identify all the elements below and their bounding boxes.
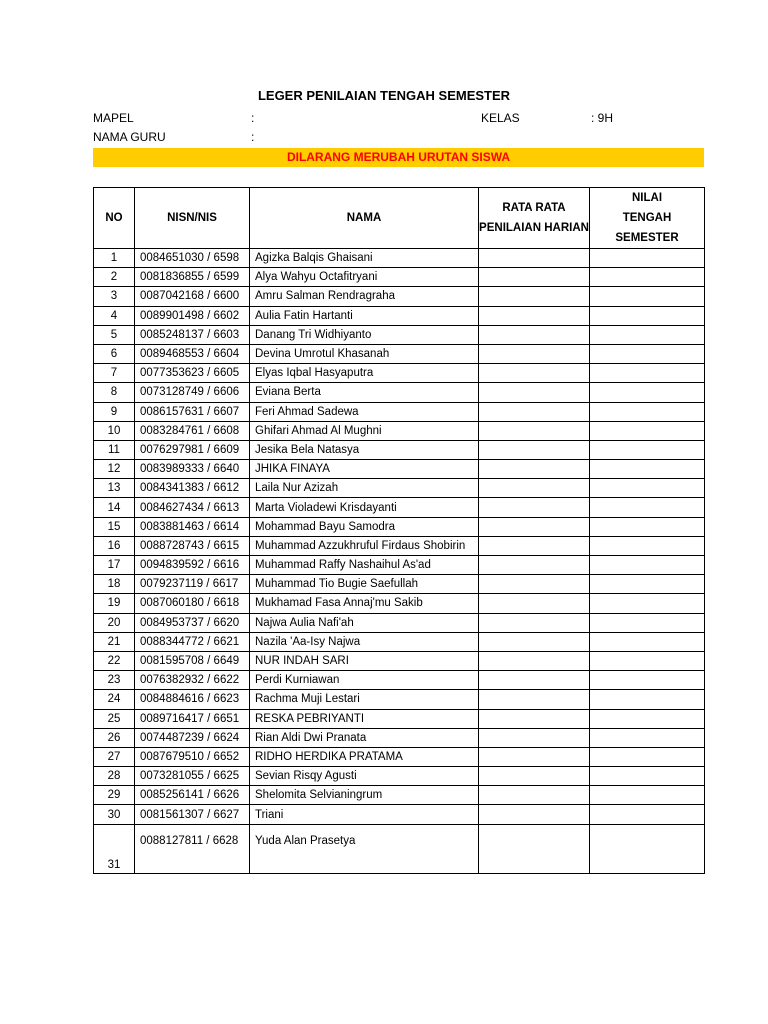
row-no: 9 [94,402,135,421]
row-rata-rata-cell [479,364,590,383]
row-nilai-cell [590,306,705,325]
header-nilai-line1: NILAI [631,192,663,204]
row-nilai-cell [590,594,705,613]
row-nilai-cell [590,517,705,536]
row-no: 31 [94,824,135,873]
row-nama: Elyas Iqbal Hasyaputra [250,364,479,383]
row-nama: Devina Umrotul Khasanah [250,344,479,363]
row-nama: Rian Aldi Dwi Pranata [250,728,479,747]
row-nilai-cell [590,575,705,594]
row-nisn: 0088127811 / 6628 [135,824,250,873]
row-nama: Triani [250,805,479,824]
row-rata-rata-cell [479,671,590,690]
row-rata-rata-cell [479,767,590,786]
row-nisn: 0079237119 / 6617 [135,575,250,594]
row-rata-rata-cell [479,421,590,440]
row-nama: Sevian Risqy Agusti [250,767,479,786]
table-row [94,440,705,459]
header-nisn: NISN/NIS [135,188,250,249]
row-nisn: 0085256141 / 6626 [135,786,250,805]
header-rata-line2: PENILAIAN HARIAN [479,222,589,234]
table-row [94,786,705,805]
row-rata-rata-cell [479,440,590,459]
table-row [94,824,705,873]
row-nisn: 0081561307 / 6627 [135,805,250,824]
row-nama: Najwa Aulia Nafi'ah [250,613,479,632]
table-row [94,671,705,690]
row-nilai-cell [590,747,705,766]
row-no: 10 [94,421,135,440]
row-no: 23 [94,671,135,690]
row-nilai-cell [590,805,705,824]
row-nama: Perdi Kurniawan [250,671,479,690]
row-nisn: 0087060180 / 6618 [135,594,250,613]
table-row [94,709,705,728]
row-nama: Feri Ahmad Sadewa [250,402,479,421]
row-nisn: 0084884616 / 6623 [135,690,250,709]
row-no: 22 [94,651,135,670]
row-rata-rata-cell [479,287,590,306]
mapel-label: MAPEL [93,111,134,125]
row-nilai-cell [590,728,705,747]
row-rata-rata-cell [479,306,590,325]
row-rata-rata-cell [479,728,590,747]
table-row [94,805,705,824]
row-nisn: 0084627434 / 6613 [135,498,250,517]
row-nama: Aulia Fatin Hartanti [250,306,479,325]
table-row [94,517,705,536]
row-nilai-cell [590,671,705,690]
table-row [94,460,705,479]
row-nilai-cell [590,460,705,479]
row-rata-rata-cell [479,651,590,670]
row-nama: Muhammad Tio Bugie Saefullah [250,575,479,594]
row-rata-rata-cell [479,632,590,651]
header-rata-line1: RATA RATA [502,202,566,214]
row-nama: Laila Nur Azizah [250,479,479,498]
row-nama: Muhammad Raffy Nashaihul As'ad [250,556,479,575]
row-nilai-cell [590,824,705,873]
table-row [94,306,705,325]
row-nisn: 0084651030 / 6598 [135,249,250,268]
table-row [94,575,705,594]
table-row [94,325,705,344]
row-nisn: 0074487239 / 6624 [135,728,250,747]
row-no: 17 [94,556,135,575]
row-rata-rata-cell [479,498,590,517]
row-rata-rata-cell [479,344,590,363]
row-no: 19 [94,594,135,613]
row-nilai-cell [590,479,705,498]
row-no: 20 [94,613,135,632]
nama-guru-colon: : [251,130,255,144]
row-nilai-cell [590,344,705,363]
table-row [94,536,705,555]
row-rata-rata-cell [479,690,590,709]
row-rata-rata-cell [479,613,590,632]
row-no: 4 [94,306,135,325]
mapel-colon: : [251,111,255,125]
row-nama: Ghifari Ahmad Al Mughni [250,421,479,440]
row-no: 26 [94,728,135,747]
row-nisn: 0077353623 / 6605 [135,364,250,383]
row-no: 11 [94,440,135,459]
row-nisn: 0081836855 / 6599 [135,268,250,287]
row-nisn: 0076382932 / 6622 [135,671,250,690]
row-rata-rata-cell [479,402,590,421]
row-no: 24 [94,690,135,709]
row-nama: Muhammad Azzukhruful Firdaus Shobirin [250,536,479,555]
kelas-value: : 9H [591,111,614,125]
row-nilai-cell [590,613,705,632]
row-nilai-cell [590,767,705,786]
table-row [94,767,705,786]
row-no: 25 [94,709,135,728]
row-nilai-cell [590,364,705,383]
row-nilai-cell [590,632,705,651]
row-no: 8 [94,383,135,402]
table-row [94,690,705,709]
row-rata-rata-cell [479,536,590,555]
row-rata-rata-cell [479,594,590,613]
row-nisn: 0084953737 / 6620 [135,613,250,632]
table-row [94,594,705,613]
table-header-row [94,188,705,249]
row-nisn: 0073128749 / 6606 [135,383,250,402]
row-no: 29 [94,786,135,805]
row-rata-rata-cell [479,460,590,479]
row-no: 27 [94,747,135,766]
row-nilai-cell [590,440,705,459]
row-no: 30 [94,805,135,824]
row-no: 12 [94,460,135,479]
row-no: 15 [94,517,135,536]
kelas-label: KELAS [481,111,520,125]
row-nisn: 0094839592 / 6616 [135,556,250,575]
row-rata-rata-cell [479,805,590,824]
row-nisn: 0088728743 / 6615 [135,536,250,555]
row-rata-rata-cell [479,479,590,498]
row-nama: Yuda Alan Prasetya [250,824,479,873]
row-rata-rata-cell [479,709,590,728]
table-body [94,249,705,874]
row-no: 13 [94,479,135,498]
table-row [94,249,705,268]
table-row [94,421,705,440]
row-nisn: 0076297981 / 6609 [135,440,250,459]
table-row [94,747,705,766]
row-nama: RESKA PEBRIYANTI [250,709,479,728]
row-nilai-cell [590,536,705,555]
row-no: 28 [94,767,135,786]
row-nama: Shelomita Selvianingrum [250,786,479,805]
row-nilai-cell [590,249,705,268]
row-nama: Agizka Balqis Ghaisani [250,249,479,268]
row-no: 21 [94,632,135,651]
table-row [94,402,705,421]
table-row [94,613,705,632]
row-nama: Mukhamad Fasa Annaj'mu Sakib [250,594,479,613]
row-nama: RIDHO HERDIKA PRATAMA [250,747,479,766]
table-row [94,383,705,402]
header-nilai-line2: TENGAH SEMESTER [615,212,679,244]
row-nisn: 0089716417 / 6651 [135,709,250,728]
row-nisn: 0086157631 / 6607 [135,402,250,421]
table-row [94,287,705,306]
row-nisn: 0089901498 / 6602 [135,306,250,325]
row-rata-rata-cell [479,747,590,766]
table-row [94,268,705,287]
table-row [94,556,705,575]
row-nama: Rachma Muji Lestari [250,690,479,709]
row-nilai-cell [590,325,705,344]
row-nilai-cell [590,651,705,670]
row-nisn: 0087679510 / 6652 [135,747,250,766]
row-rata-rata-cell [479,556,590,575]
row-no: 14 [94,498,135,517]
row-nama: Alya Wahyu Octafitryani [250,268,479,287]
row-nilai-cell [590,690,705,709]
row-nama: JHIKA FINAYA [250,460,479,479]
table-row [94,364,705,383]
header-rata-rata [479,188,590,249]
warning-banner: DILARANG MERUBAH URUTAN SISWA [93,148,704,167]
nama-guru-label: NAMA GURU [93,130,166,144]
row-rata-rata-cell [479,268,590,287]
row-rata-rata-cell [479,383,590,402]
row-no: 16 [94,536,135,555]
row-no: 1 [94,249,135,268]
row-nama: Nazila 'Aa-Isy Najwa [250,632,479,651]
row-rata-rata-cell [479,824,590,873]
table-row [94,479,705,498]
row-nisn: 0085248137 / 6603 [135,325,250,344]
table-row [94,728,705,747]
row-no: 5 [94,325,135,344]
row-nama: Jesika Bela Natasya [250,440,479,459]
row-nisn: 0073281055 / 6625 [135,767,250,786]
row-nilai-cell [590,421,705,440]
row-nisn: 0089468553 / 6604 [135,344,250,363]
row-nama: Amru Salman Rendragraha [250,287,479,306]
row-nama: NUR INDAH SARI [250,651,479,670]
row-nisn: 0083284761 / 6608 [135,421,250,440]
row-nisn: 0084341383 / 6612 [135,479,250,498]
row-nama: Danang Tri Widhiyanto [250,325,479,344]
row-no: 2 [94,268,135,287]
header-no: NO [94,188,135,249]
row-no: 6 [94,344,135,363]
table-row [94,498,705,517]
header-nama: NAMA [250,188,479,249]
row-nilai-cell [590,402,705,421]
row-nilai-cell [590,556,705,575]
table-row [94,344,705,363]
row-nisn: 0087042168 / 6600 [135,287,250,306]
row-rata-rata-cell [479,786,590,805]
row-nisn: 0083989333 / 6640 [135,460,250,479]
row-nilai-cell [590,268,705,287]
row-no: 18 [94,575,135,594]
row-nama: Mohammad Bayu Samodra [250,517,479,536]
grades-table [93,187,705,874]
row-rata-rata-cell [479,325,590,344]
row-nisn: 0083881463 / 6614 [135,517,250,536]
table-row [94,651,705,670]
row-no: 7 [94,364,135,383]
header-nilai [590,188,705,249]
page-title: LEGER PENILAIAN TENGAH SEMESTER [257,88,511,103]
row-nilai-cell [590,498,705,517]
row-rata-rata-cell [479,249,590,268]
table-row [94,632,705,651]
row-rata-rata-cell [479,517,590,536]
row-nama: Marta Violadewi Krisdayanti [250,498,479,517]
row-nisn: 0088344772 / 6621 [135,632,250,651]
row-nisn: 0081595708 / 6649 [135,651,250,670]
row-nilai-cell [590,786,705,805]
row-nama: Eviana Berta [250,383,479,402]
row-rata-rata-cell [479,575,590,594]
row-nilai-cell [590,287,705,306]
row-nilai-cell [590,383,705,402]
row-no: 3 [94,287,135,306]
row-nilai-cell [590,709,705,728]
